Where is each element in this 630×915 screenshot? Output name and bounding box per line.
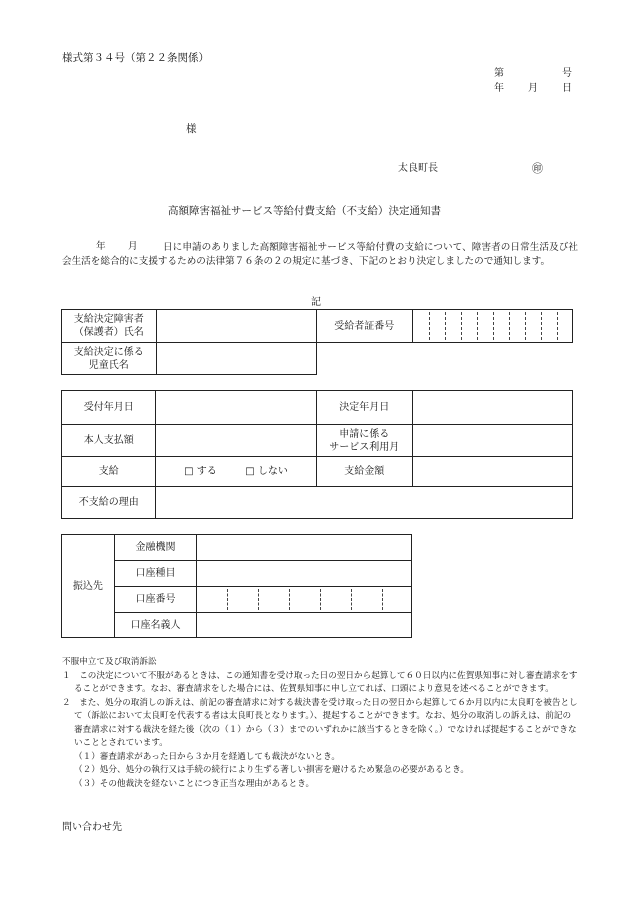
payment-amount-field[interactable] <box>413 457 573 487</box>
received-date-label: 受付年月日 <box>62 391 156 425</box>
transfer-table <box>61 534 412 638</box>
decision-date-field[interactable] <box>413 391 573 425</box>
account-holder-label: 口座名義人 <box>114 613 197 638</box>
account-type-field[interactable] <box>197 561 412 587</box>
seal-mark: ㊞ <box>532 162 543 175</box>
received-date-field[interactable] <box>156 391 316 425</box>
account-type-label: 口座種目 <box>114 561 197 587</box>
notice-sub-3: （３）その他裁決を経ないことにつき正当な理由があるとき。 <box>74 778 315 789</box>
date-day-label: 日 <box>562 83 572 94</box>
contact-label: 問い合わせ先 <box>62 822 122 833</box>
decision-date-label: 決定年月日 <box>316 391 412 425</box>
body-year-label: 年 <box>96 241 106 252</box>
notice-item-2: ２ また、処分の取消しの訴えは、前記の審査請求に対する裁決書を受け取った日の翌日から起算して６か月以内に太良町を被告として（訴訟において太良町を代表する者は太良町長となります。）、提起することができます。なお、処分の取消しの訴えは、前記の審査請求に対する裁決を経た後（次の（１）から（３）までのいずれかに該当するときを除く。）でなければ提起することができないこととされています。 <box>62 697 578 748</box>
recipient-table <box>61 309 573 375</box>
service-month-field[interactable] <box>413 425 573 457</box>
form-number: 様式第３４号（第２２条関係） <box>62 52 209 64</box>
decision-table <box>61 390 573 519</box>
body-paragraph: 日に申請のありました高額障害福祉サービス等給付費の支給について、障害者の日常生活及び社会生活を総合的に支援するための法律第７６条の２の規定に基づき、下記のとおり決定しましたので通知します。 <box>62 242 578 267</box>
payment-yes-checkbox[interactable]: □ する <box>184 466 217 477</box>
payment-options <box>156 457 316 487</box>
payment-label: 支給 <box>62 457 156 487</box>
nonpayment-reason-label: 不支給の理由 <box>62 487 156 519</box>
account-holder-field[interactable] <box>197 613 412 638</box>
self-pay-field[interactable] <box>156 425 316 457</box>
recipient-name-label: 支給決定障害者 （保護者）氏名 <box>62 310 157 343</box>
payment-amount-label: 支給金額 <box>316 457 412 487</box>
notice-item-1: １ この決定について不服があるときは、この通知書を受け取った日の翌日から起算して６０日以内に佐賀県知事に対し審査請求をすることができます。なお、審査請求をした場合には、佐賀県知事に申し立てれば、口頭により意見を述べることができます。 <box>62 670 578 694</box>
cert-no-field[interactable] <box>412 310 572 343</box>
account-no-label: 口座番号 <box>114 587 197 613</box>
ki-label: 記 <box>311 297 321 308</box>
date-month-label: 月 <box>528 83 538 94</box>
bank-field[interactable] <box>197 535 412 561</box>
child-name-field[interactable] <box>156 343 316 375</box>
bank-label: 金融機関 <box>114 535 197 561</box>
payment-no-checkbox[interactable]: □ しない <box>245 466 288 477</box>
appeal-notice <box>62 656 578 791</box>
doc-no-suffix: 号 <box>562 68 572 79</box>
addressee-suffix: 様 <box>186 123 197 135</box>
date-year-label: 年 <box>494 83 504 94</box>
notice-sub-2: （２）処分、処分の執行又は手続の続行により生ずる著しい損害を避けるため緊急の必要があるとき。 <box>74 765 469 775</box>
notice-sub-1: （１）審査請求があった日から３か月を経過しても裁決がないとき。 <box>74 751 340 762</box>
self-pay-label: 本人支払額 <box>62 425 156 457</box>
document-title: 高額障害福祉サービス等給付費支給（不支給）決定通知書 <box>168 205 441 217</box>
transfer-to-label: 振込先 <box>62 535 115 638</box>
issuer-name: 太良町長 <box>398 163 438 174</box>
account-no-field[interactable] <box>197 587 412 613</box>
doc-no-prefix: 第 <box>494 68 504 79</box>
child-name-label: 支給決定に係る 児童氏名 <box>62 343 157 375</box>
body-month-label: 月 <box>128 241 138 252</box>
service-month-label: 申請に係る サービス利用月 <box>316 425 412 457</box>
cert-no-label: 受給者証番号 <box>316 310 412 343</box>
notice-heading: 不服申立て及び取消訴訟 <box>62 657 157 667</box>
nonpayment-reason-field[interactable] <box>156 487 573 519</box>
recipient-name-field[interactable] <box>156 310 316 343</box>
